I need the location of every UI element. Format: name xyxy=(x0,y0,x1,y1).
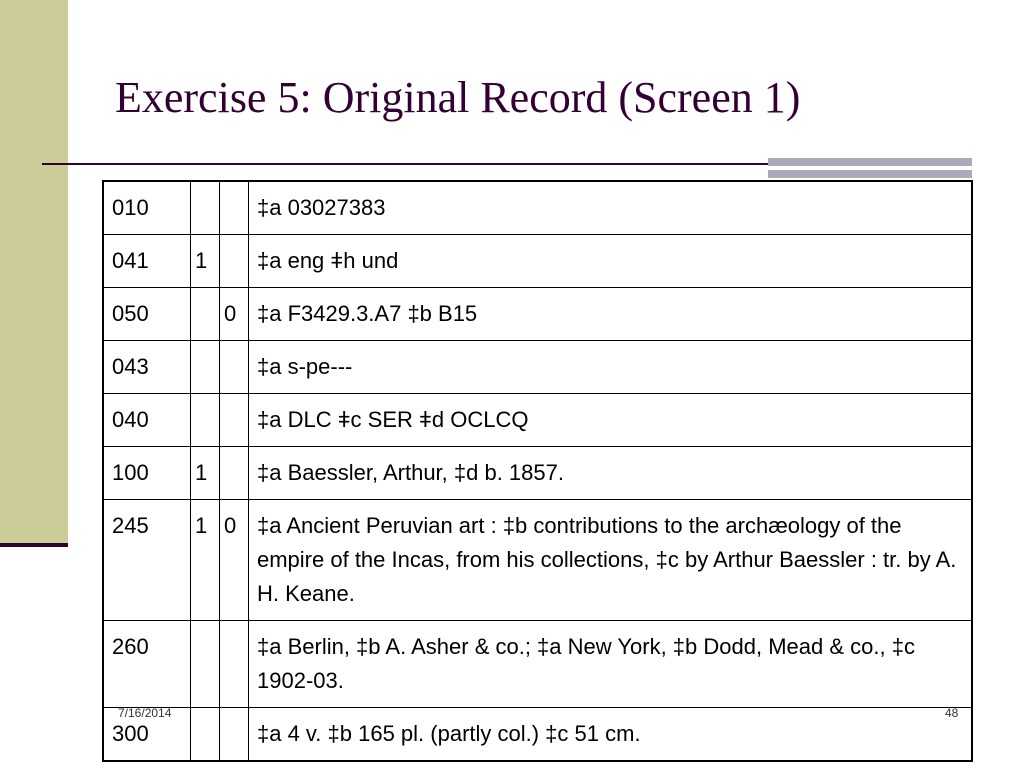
marc-tag-cell: 100 xyxy=(103,447,191,500)
marc-indicator2-cell xyxy=(220,235,249,288)
marc-tag-cell: 260 xyxy=(103,621,191,708)
marc-record-body xyxy=(103,181,972,761)
marc-tag-cell: 300 xyxy=(103,708,191,762)
marc-field-row xyxy=(103,621,972,708)
marc-tag-cell: 245 xyxy=(103,500,191,621)
marc-content-cell: ‡a DLC ǂc SER ǂd OCLCQ xyxy=(249,394,973,447)
marc-tag-cell: 043 xyxy=(103,341,191,394)
marc-indicator1-cell: 1 xyxy=(191,447,220,500)
marc-field-row xyxy=(103,181,972,235)
marc-tag-cell: 041 xyxy=(103,235,191,288)
marc-indicator1-cell xyxy=(191,621,220,708)
slide-date: 7/16/2014 xyxy=(118,706,172,720)
marc-indicator1-cell xyxy=(191,181,220,235)
marc-field-row xyxy=(103,447,972,500)
marc-indicator2-cell xyxy=(220,447,249,500)
marc-field-row xyxy=(103,708,972,762)
marc-indicator1-cell xyxy=(191,394,220,447)
marc-indicator1-cell: 1 xyxy=(191,500,220,621)
marc-indicator1-cell xyxy=(191,708,220,762)
marc-content-cell: ‡a eng ǂh und xyxy=(249,235,973,288)
marc-field-row xyxy=(103,235,972,288)
marc-indicator2-cell: 0 xyxy=(220,500,249,621)
marc-indicator1-cell xyxy=(191,341,220,394)
left-bar-underline xyxy=(0,543,68,547)
marc-indicator1-cell: 1 xyxy=(191,235,220,288)
marc-content-cell: ‡a Ancient Peruvian art : ‡b contributions to the archæology of the empire of the Incas, from his collections, ‡c by Arthur Baessler : tr. by A. H. Keane. xyxy=(249,500,973,621)
accent-bar-bottom xyxy=(768,170,972,178)
slide-title: Exercise 5: Original Record (Screen 1) xyxy=(115,73,801,122)
marc-content-cell: ‡a Berlin, ‡b A. Asher & co.; ‡a New York, ‡b Dodd, Mead & co., ‡c 1902-03. xyxy=(249,621,973,708)
marc-indicator2-cell xyxy=(220,394,249,447)
marc-indicator2-cell xyxy=(220,181,249,235)
marc-field-row xyxy=(103,394,972,447)
marc-tag-cell: 040 xyxy=(103,394,191,447)
accent-bar-top xyxy=(768,158,972,166)
marc-field-row xyxy=(103,288,972,341)
marc-indicator2-cell xyxy=(220,621,249,708)
marc-tag-cell: 010 xyxy=(103,181,191,235)
slide-page-number: 48 xyxy=(945,706,959,720)
marc-indicator2-cell xyxy=(220,708,249,762)
marc-content-cell: ‡a Baessler, Arthur, ‡d b. 1857. xyxy=(249,447,973,500)
marc-content-cell: ‡a 4 v. ‡b 165 pl. (partly col.) ‡c 51 cm. xyxy=(249,708,973,762)
marc-indicator2-cell xyxy=(220,341,249,394)
marc-content-cell: ‡a 03027383 xyxy=(249,181,973,235)
marc-record-table xyxy=(102,180,973,762)
left-decorative-bar xyxy=(0,0,68,547)
marc-field-row xyxy=(103,500,972,621)
marc-indicator1-cell xyxy=(191,288,220,341)
marc-indicator2-cell: 0 xyxy=(220,288,249,341)
marc-field-row xyxy=(103,341,972,394)
marc-content-cell: ‡a F3429.3.A7 ‡b B15 xyxy=(249,288,973,341)
marc-content-cell: ‡a s-pe--- xyxy=(249,341,973,394)
marc-tag-cell: 050 xyxy=(103,288,191,341)
